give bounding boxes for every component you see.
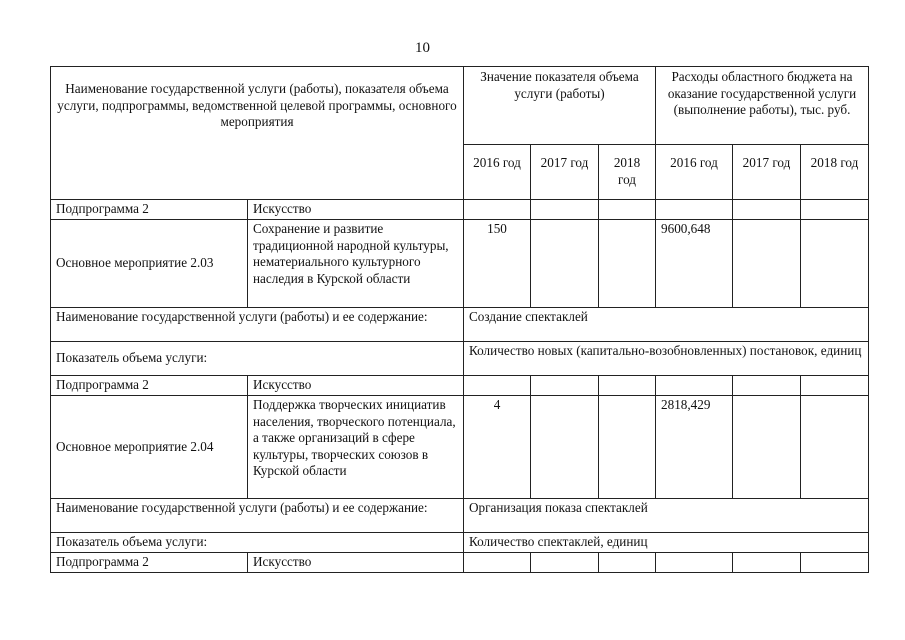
year-header: 2017 год [531, 145, 599, 200]
year-header: 2017 год [733, 145, 801, 200]
service-value: Организация показа спектаклей [464, 499, 869, 533]
empty-cell [464, 553, 531, 573]
subprogram-row [51, 376, 869, 396]
header-row [51, 67, 869, 145]
page-number: 10 [415, 40, 430, 56]
indicator-value: Количество новых (капитально-возобновленных) постановок, единиц [464, 342, 869, 376]
indicator-row [51, 533, 869, 553]
empty-cell [531, 553, 599, 573]
empty-cell [599, 553, 656, 573]
indicator-value: Количество спектаклей, единиц [464, 533, 869, 553]
subprogram-row [51, 200, 869, 220]
indicator-label: Показатель объема услуги: [51, 342, 464, 376]
year-header: 2016 год [464, 145, 531, 200]
event-row [51, 396, 869, 499]
empty-cell [733, 200, 801, 220]
empty-cell [656, 553, 733, 573]
subprogram-label: Подпрограмма 2 [51, 553, 248, 573]
header-name-cell: Наименование государственной услуги (работы), показателя объема услуги, подпрограммы, ведомственной целевой программы, основного мероприятия [51, 67, 464, 200]
indicator-row [51, 342, 869, 376]
empty-cell [801, 220, 869, 308]
empty-cell [656, 376, 733, 396]
empty-cell [531, 376, 599, 396]
empty-cell [464, 376, 531, 396]
event-name: Поддержка творческих инициатив населения, творческого потенциала, а также организаций в сфере культуры, творческих союзов в Курской области [248, 396, 464, 499]
event-label: Основное мероприятие 2.04 [51, 396, 248, 499]
budget-table [50, 66, 869, 573]
event-name: Сохранение и развитие традиционной народной культуры, нематериального культурного наследия в Курской области [248, 220, 464, 308]
year-header: 2018 год [599, 145, 656, 200]
event-label: Основное мероприятие 2.03 [51, 220, 248, 308]
subprogram-name: Искусство [248, 376, 464, 396]
empty-cell [599, 220, 656, 308]
header-expense-cell: Расходы областного бюджета на оказание государственной услуги (выполнение работы), тыс. руб. [656, 67, 869, 145]
expense-2016: 2818,429 [656, 396, 733, 499]
subprogram-name: Искусство [248, 200, 464, 220]
empty-cell [733, 553, 801, 573]
service-label: Наименование государственной услуги (работы) и ее содержание: [51, 308, 464, 342]
service-row [51, 499, 869, 533]
empty-cell [531, 396, 599, 499]
subprogram-label: Подпрограмма 2 [51, 376, 248, 396]
empty-cell [599, 200, 656, 220]
empty-cell [531, 200, 599, 220]
empty-cell [733, 220, 801, 308]
empty-cell [801, 376, 869, 396]
indicator-label: Показатель объема услуги: [51, 533, 464, 553]
year-header: 2016 год [656, 145, 733, 200]
value-2016: 150 [464, 220, 531, 308]
empty-cell [801, 396, 869, 499]
service-label: Наименование государственной услуги (работы) и ее содержание: [51, 499, 464, 533]
empty-cell [656, 200, 733, 220]
empty-cell [599, 376, 656, 396]
empty-cell [801, 553, 869, 573]
empty-cell [464, 200, 531, 220]
expense-2016: 9600,648 [656, 220, 733, 308]
subprogram-name: Искусство [248, 553, 464, 573]
empty-cell [801, 200, 869, 220]
empty-cell [599, 396, 656, 499]
header-value-cell: Значение показателя объема услуги (работы) [464, 67, 656, 145]
service-row [51, 308, 869, 342]
event-row [51, 220, 869, 308]
empty-cell [531, 220, 599, 308]
service-value: Создание спектаклей [464, 308, 869, 342]
year-header: 2018 год [801, 145, 869, 200]
value-2016: 4 [464, 396, 531, 499]
empty-cell [733, 376, 801, 396]
subprogram-label: Подпрограмма 2 [51, 200, 248, 220]
empty-cell [733, 396, 801, 499]
subprogram-row [51, 553, 869, 573]
